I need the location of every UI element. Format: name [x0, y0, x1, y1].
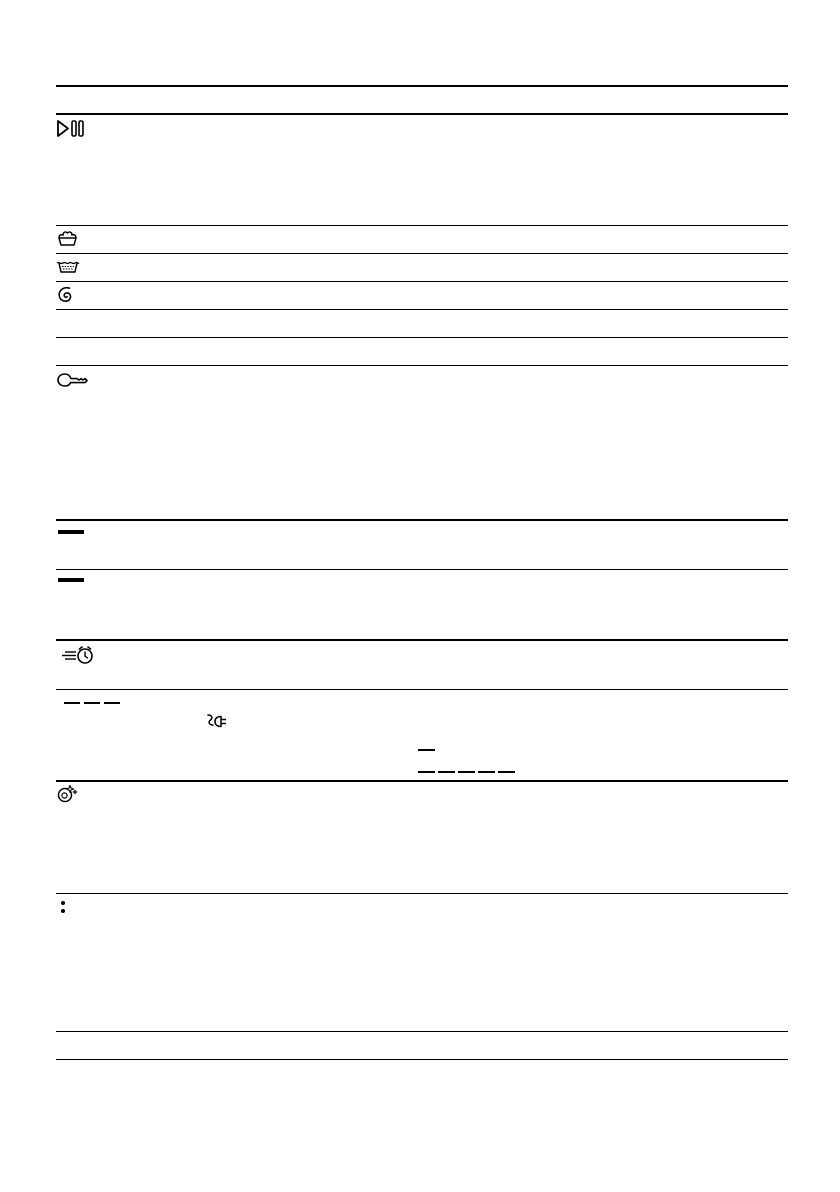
quintuple-dash-icon — [416, 763, 526, 771]
table-row-divider — [56, 225, 788, 226]
table-row-divider — [56, 281, 788, 282]
prewash-tub-icon — [56, 229, 96, 251]
table-row-divider — [56, 253, 788, 254]
drum-clean-icon — [56, 784, 96, 806]
table-top-rule — [56, 85, 788, 87]
child-lock-key-icon — [56, 371, 96, 393]
power-plug-icon — [204, 712, 234, 732]
delay-end-alarm-icon — [56, 644, 96, 666]
play-pause-icon — [56, 119, 96, 141]
spin-icon — [56, 285, 96, 307]
table-row-divider — [56, 780, 788, 782]
table-bottom-rule — [56, 1059, 788, 1060]
table-row-divider — [56, 1031, 788, 1032]
table-row-divider — [56, 365, 788, 366]
table-row-divider — [56, 569, 788, 570]
table-row-divider — [56, 893, 788, 894]
colon-icon — [56, 898, 96, 920]
table-header-rule — [56, 113, 788, 115]
table-row-divider — [56, 689, 788, 690]
single-dash-icon — [416, 741, 440, 749]
table-row-divider — [56, 309, 788, 310]
rinse-tub-icon — [56, 257, 96, 279]
dash-icon — [56, 575, 96, 597]
table-row-divider — [56, 519, 788, 521]
table-row-divider — [56, 337, 788, 338]
dash-icon — [56, 527, 96, 549]
triple-dash-icon — [56, 697, 96, 719]
table-row-divider — [56, 639, 788, 641]
